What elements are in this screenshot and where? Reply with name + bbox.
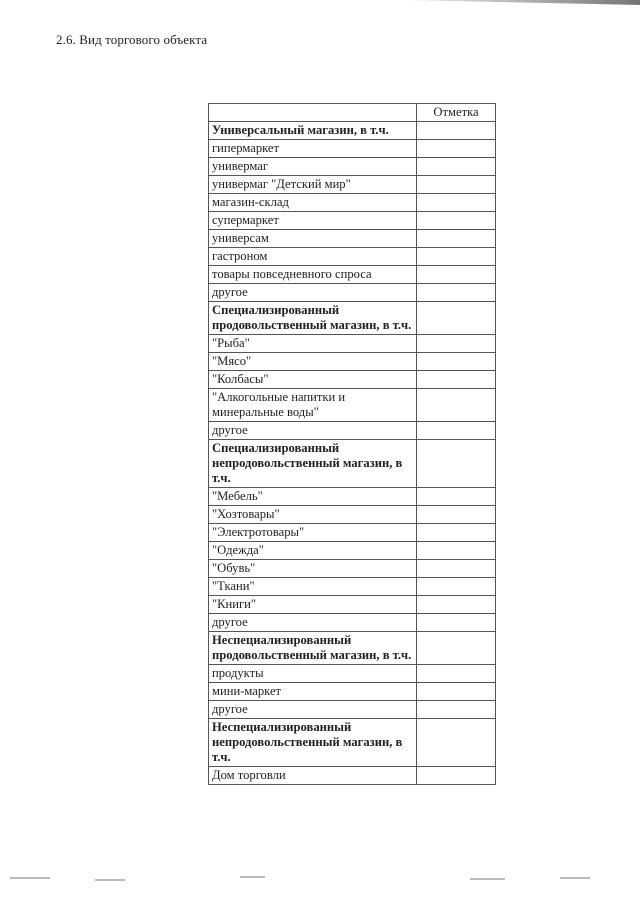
item-row (209, 389, 496, 422)
mark-cell[interactable] (417, 284, 496, 302)
item-label: "Рыба" (209, 335, 417, 353)
item-label: супермаркет (209, 212, 417, 230)
item-label: универсам (209, 230, 417, 248)
item-row (209, 524, 496, 542)
item-label: "Мебель" (209, 488, 417, 506)
item-label: "Обувь" (209, 560, 417, 578)
item-label: "Алкогольные напитки и минеральные воды" (209, 389, 417, 422)
section-title: 2.6. Вид торгового объекта (56, 32, 208, 47)
group-row (209, 122, 496, 140)
mark-cell[interactable] (417, 248, 496, 266)
group-title: Специализированный непродовольственный магазин, в т.ч. (209, 440, 417, 488)
mark-cell[interactable] (417, 632, 496, 665)
item-label: магазин-склад (209, 194, 417, 212)
item-label: другое (209, 614, 417, 632)
mark-cell[interactable] (417, 230, 496, 248)
item-row (209, 176, 496, 194)
group-row (209, 719, 496, 767)
mark-cell[interactable] (417, 719, 496, 767)
mark-cell[interactable] (417, 194, 496, 212)
item-row (209, 596, 496, 614)
mark-cell[interactable] (417, 524, 496, 542)
mark-cell[interactable] (417, 353, 496, 371)
mark-cell[interactable] (417, 542, 496, 560)
item-row (209, 506, 496, 524)
mark-cell[interactable] (417, 389, 496, 422)
item-row (209, 371, 496, 389)
item-label: "Одежда" (209, 542, 417, 560)
item-row (209, 284, 496, 302)
mark-cell[interactable] (417, 701, 496, 719)
item-row (209, 488, 496, 506)
item-row (209, 578, 496, 596)
mark-cell[interactable] (417, 266, 496, 284)
header-empty-cell (209, 104, 417, 122)
item-row (209, 140, 496, 158)
item-row (209, 266, 496, 284)
group-title: Неспециализированный продовольственный магазин, в т.ч. (209, 632, 417, 665)
mark-cell[interactable] (417, 302, 496, 335)
mark-cell[interactable] (417, 614, 496, 632)
item-label: продукты (209, 665, 417, 683)
item-row (209, 542, 496, 560)
item-label: товары повседневного спроса (209, 266, 417, 284)
item-row (209, 422, 496, 440)
item-label: "Ткани" (209, 578, 417, 596)
mark-cell[interactable] (417, 665, 496, 683)
item-label: "Хозтовары" (209, 506, 417, 524)
group-row (209, 302, 496, 335)
mark-cell[interactable] (417, 335, 496, 353)
item-label: Дом торговли (209, 767, 417, 785)
item-label: "Электротовары" (209, 524, 417, 542)
mark-cell[interactable] (417, 440, 496, 488)
item-label: другое (209, 701, 417, 719)
item-row (209, 353, 496, 371)
item-label: другое (209, 284, 417, 302)
item-row (209, 683, 496, 701)
group-row (209, 632, 496, 665)
item-label: универмаг (209, 158, 417, 176)
mark-cell[interactable] (417, 578, 496, 596)
item-row (209, 767, 496, 785)
mark-cell[interactable] (417, 422, 496, 440)
item-row (209, 665, 496, 683)
mark-cell[interactable] (417, 683, 496, 701)
item-row (209, 158, 496, 176)
group-title: Специализированный продовольственный магазин, в т.ч. (209, 302, 417, 335)
item-row (209, 335, 496, 353)
item-label: другое (209, 422, 417, 440)
item-label: мини-маркет (209, 683, 417, 701)
item-label: универмаг "Детский мир" (209, 176, 417, 194)
header-mark: Отметка (417, 104, 496, 122)
mark-cell[interactable] (417, 371, 496, 389)
item-label: гастроном (209, 248, 417, 266)
item-label: гипермаркет (209, 140, 417, 158)
item-row (209, 230, 496, 248)
mark-cell[interactable] (417, 140, 496, 158)
mark-cell[interactable] (417, 122, 496, 140)
item-row (209, 614, 496, 632)
group-title: Универсальный магазин, в т.ч. (209, 122, 417, 140)
item-row (209, 212, 496, 230)
group-title: Неспециализированный непродовольственный магазин, в т.ч. (209, 719, 417, 767)
mark-cell[interactable] (417, 596, 496, 614)
item-label: "Книги" (209, 596, 417, 614)
mark-cell[interactable] (417, 767, 496, 785)
mark-cell[interactable] (417, 158, 496, 176)
scan-noise (0, 873, 640, 885)
mark-cell[interactable] (417, 176, 496, 194)
mark-cell[interactable] (417, 560, 496, 578)
store-type-table (208, 103, 496, 785)
group-row (209, 440, 496, 488)
mark-cell[interactable] (417, 506, 496, 524)
item-label: "Колбасы" (209, 371, 417, 389)
table-header-row (209, 104, 496, 122)
mark-cell[interactable] (417, 488, 496, 506)
item-row (209, 194, 496, 212)
item-row (209, 560, 496, 578)
item-row (209, 248, 496, 266)
mark-cell[interactable] (417, 212, 496, 230)
item-row (209, 701, 496, 719)
scan-edge-line (380, 0, 640, 5)
item-label: "Мясо" (209, 353, 417, 371)
